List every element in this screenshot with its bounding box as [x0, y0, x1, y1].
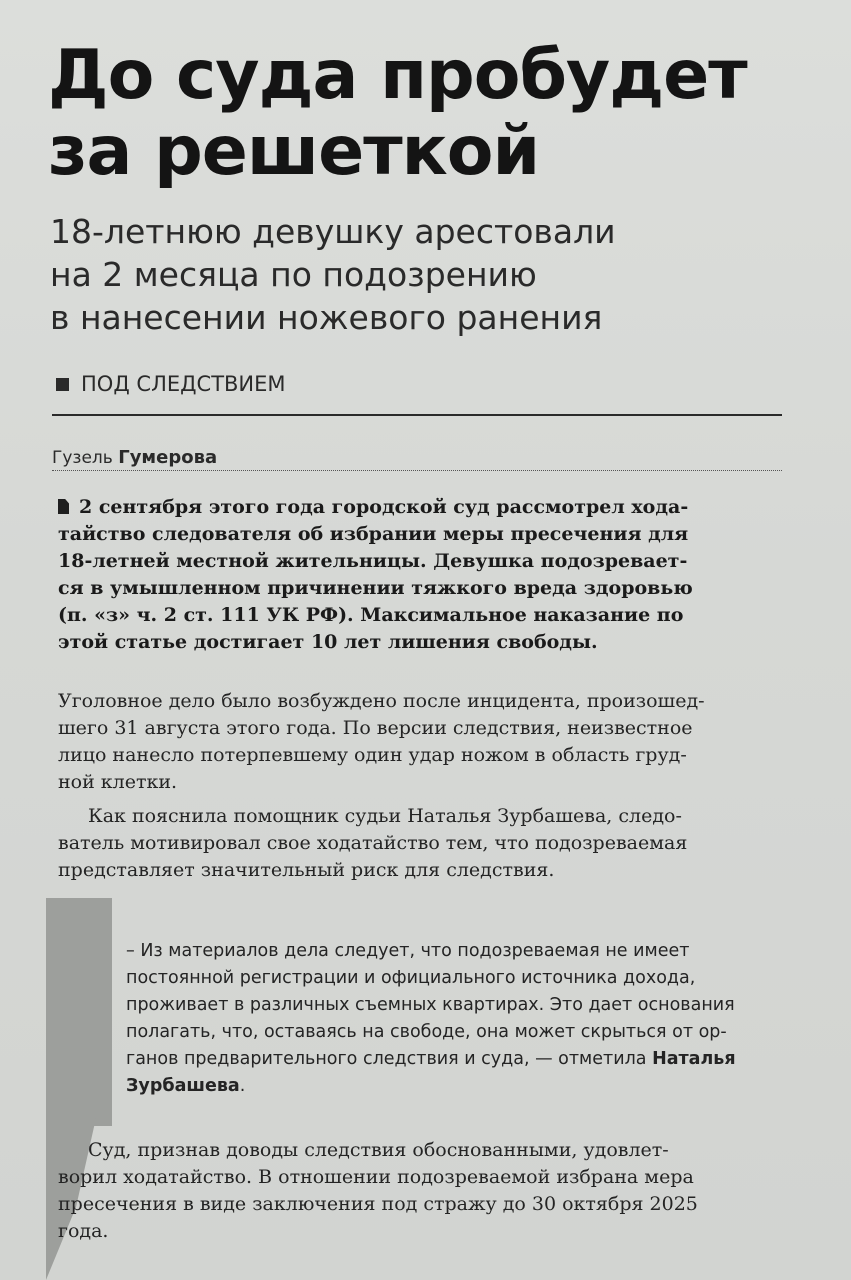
body-line: Суд, признав доводы следствия обоснованными, удовлет-: [88, 1139, 669, 1161]
divider: [52, 414, 782, 416]
subheadline-line: на 2 месяца по подозрению: [50, 255, 537, 294]
author-first-name: Гузель: [52, 448, 113, 468]
rubric: [56, 370, 286, 398]
body-paragraph-1: [58, 688, 788, 796]
body-line: Как пояснила помощник судьи Наталья Зурбашева, следо-: [88, 805, 682, 827]
quote-speaker-first: Наталья: [652, 1049, 736, 1069]
quote-line-last: [126, 1046, 786, 1073]
subheadline-line: 18-летнюю девушку арестовали: [50, 212, 616, 251]
lead-text: 2 сентября этого года городской суд рассмотрел хода-: [79, 496, 689, 518]
subheadline-line: в нанесении ножевого ранения: [50, 298, 603, 337]
quote-speaker-last: Зурбашева: [126, 1076, 240, 1096]
lead-line: этой статье достигает 10 лет лишения свободы.: [58, 631, 598, 653]
body-line: ной клетки.: [58, 771, 178, 793]
pull-quote: [126, 938, 786, 1100]
quote-line: полагать, что, оставаясь на свободе, она может скрыться от ор-: [126, 1022, 727, 1042]
headline: [48, 38, 808, 190]
quote-mark-graphic: [46, 898, 112, 1126]
body-line: ворил ходатайство. В отношении подозреваемой избрана мера: [58, 1166, 694, 1188]
quote-line-speaker: [126, 1073, 786, 1100]
lead-line-1: [58, 494, 778, 521]
body-line: ватель мотивировал свое ходатайство тем, что подозреваемая: [58, 832, 688, 854]
quote-end: .: [239, 1076, 246, 1096]
rubric-label: ПОД СЛЕДСТВИЕМ: [81, 372, 286, 396]
body-line: представляет значительный риск для следствия.: [58, 859, 555, 881]
lead-line: тайство следователя об избрании меры пресечения для: [58, 523, 689, 545]
quote-line: – Из материалов дела следует, что подозреваемая не имеет: [126, 941, 690, 961]
byline: [52, 446, 217, 470]
headline-line: До суда пробудет: [48, 36, 747, 115]
lead-line: (п. «з» ч. 2 ст. 111 УК РФ). Максимальное наказание по: [58, 604, 684, 626]
body-line: года.: [58, 1220, 109, 1242]
body-line: Уголовное дело было возбуждено после инцидента, произошед-: [58, 690, 705, 712]
body-paragraph-3: [58, 1137, 798, 1245]
body-paragraph-2: [58, 803, 788, 884]
body-line: пресечения в виде заключения под стражу до 30 октября 2025: [58, 1193, 698, 1215]
document-icon: [58, 499, 69, 514]
quote-line: постоянной регистрации и официального источника дохода,: [126, 968, 696, 988]
headline-line: за решеткой: [48, 112, 540, 191]
lead-line: ся в умышленном причинении тяжкого вреда здоровью: [58, 577, 693, 599]
body-line: лицо нанесло потерпевшему один удар ножом в область груд-: [58, 744, 687, 766]
dotted-divider: [52, 470, 782, 471]
quote-text: ганов предварительного следствия и суда, — отметила: [126, 1049, 653, 1069]
square-bullet-icon: [56, 378, 69, 391]
quote-line: проживает в различных съемных квартирах. Это дает основания: [126, 995, 735, 1015]
subheadline: [50, 210, 790, 339]
lead-paragraph: [58, 494, 778, 656]
lead-line: 18-летней местной жительницы. Девушка подозревает-: [58, 550, 688, 572]
body-line: шего 31 августа этого года. По версии следствия, неизвестное: [58, 717, 693, 739]
author-last-name: Гумерова: [118, 447, 218, 468]
